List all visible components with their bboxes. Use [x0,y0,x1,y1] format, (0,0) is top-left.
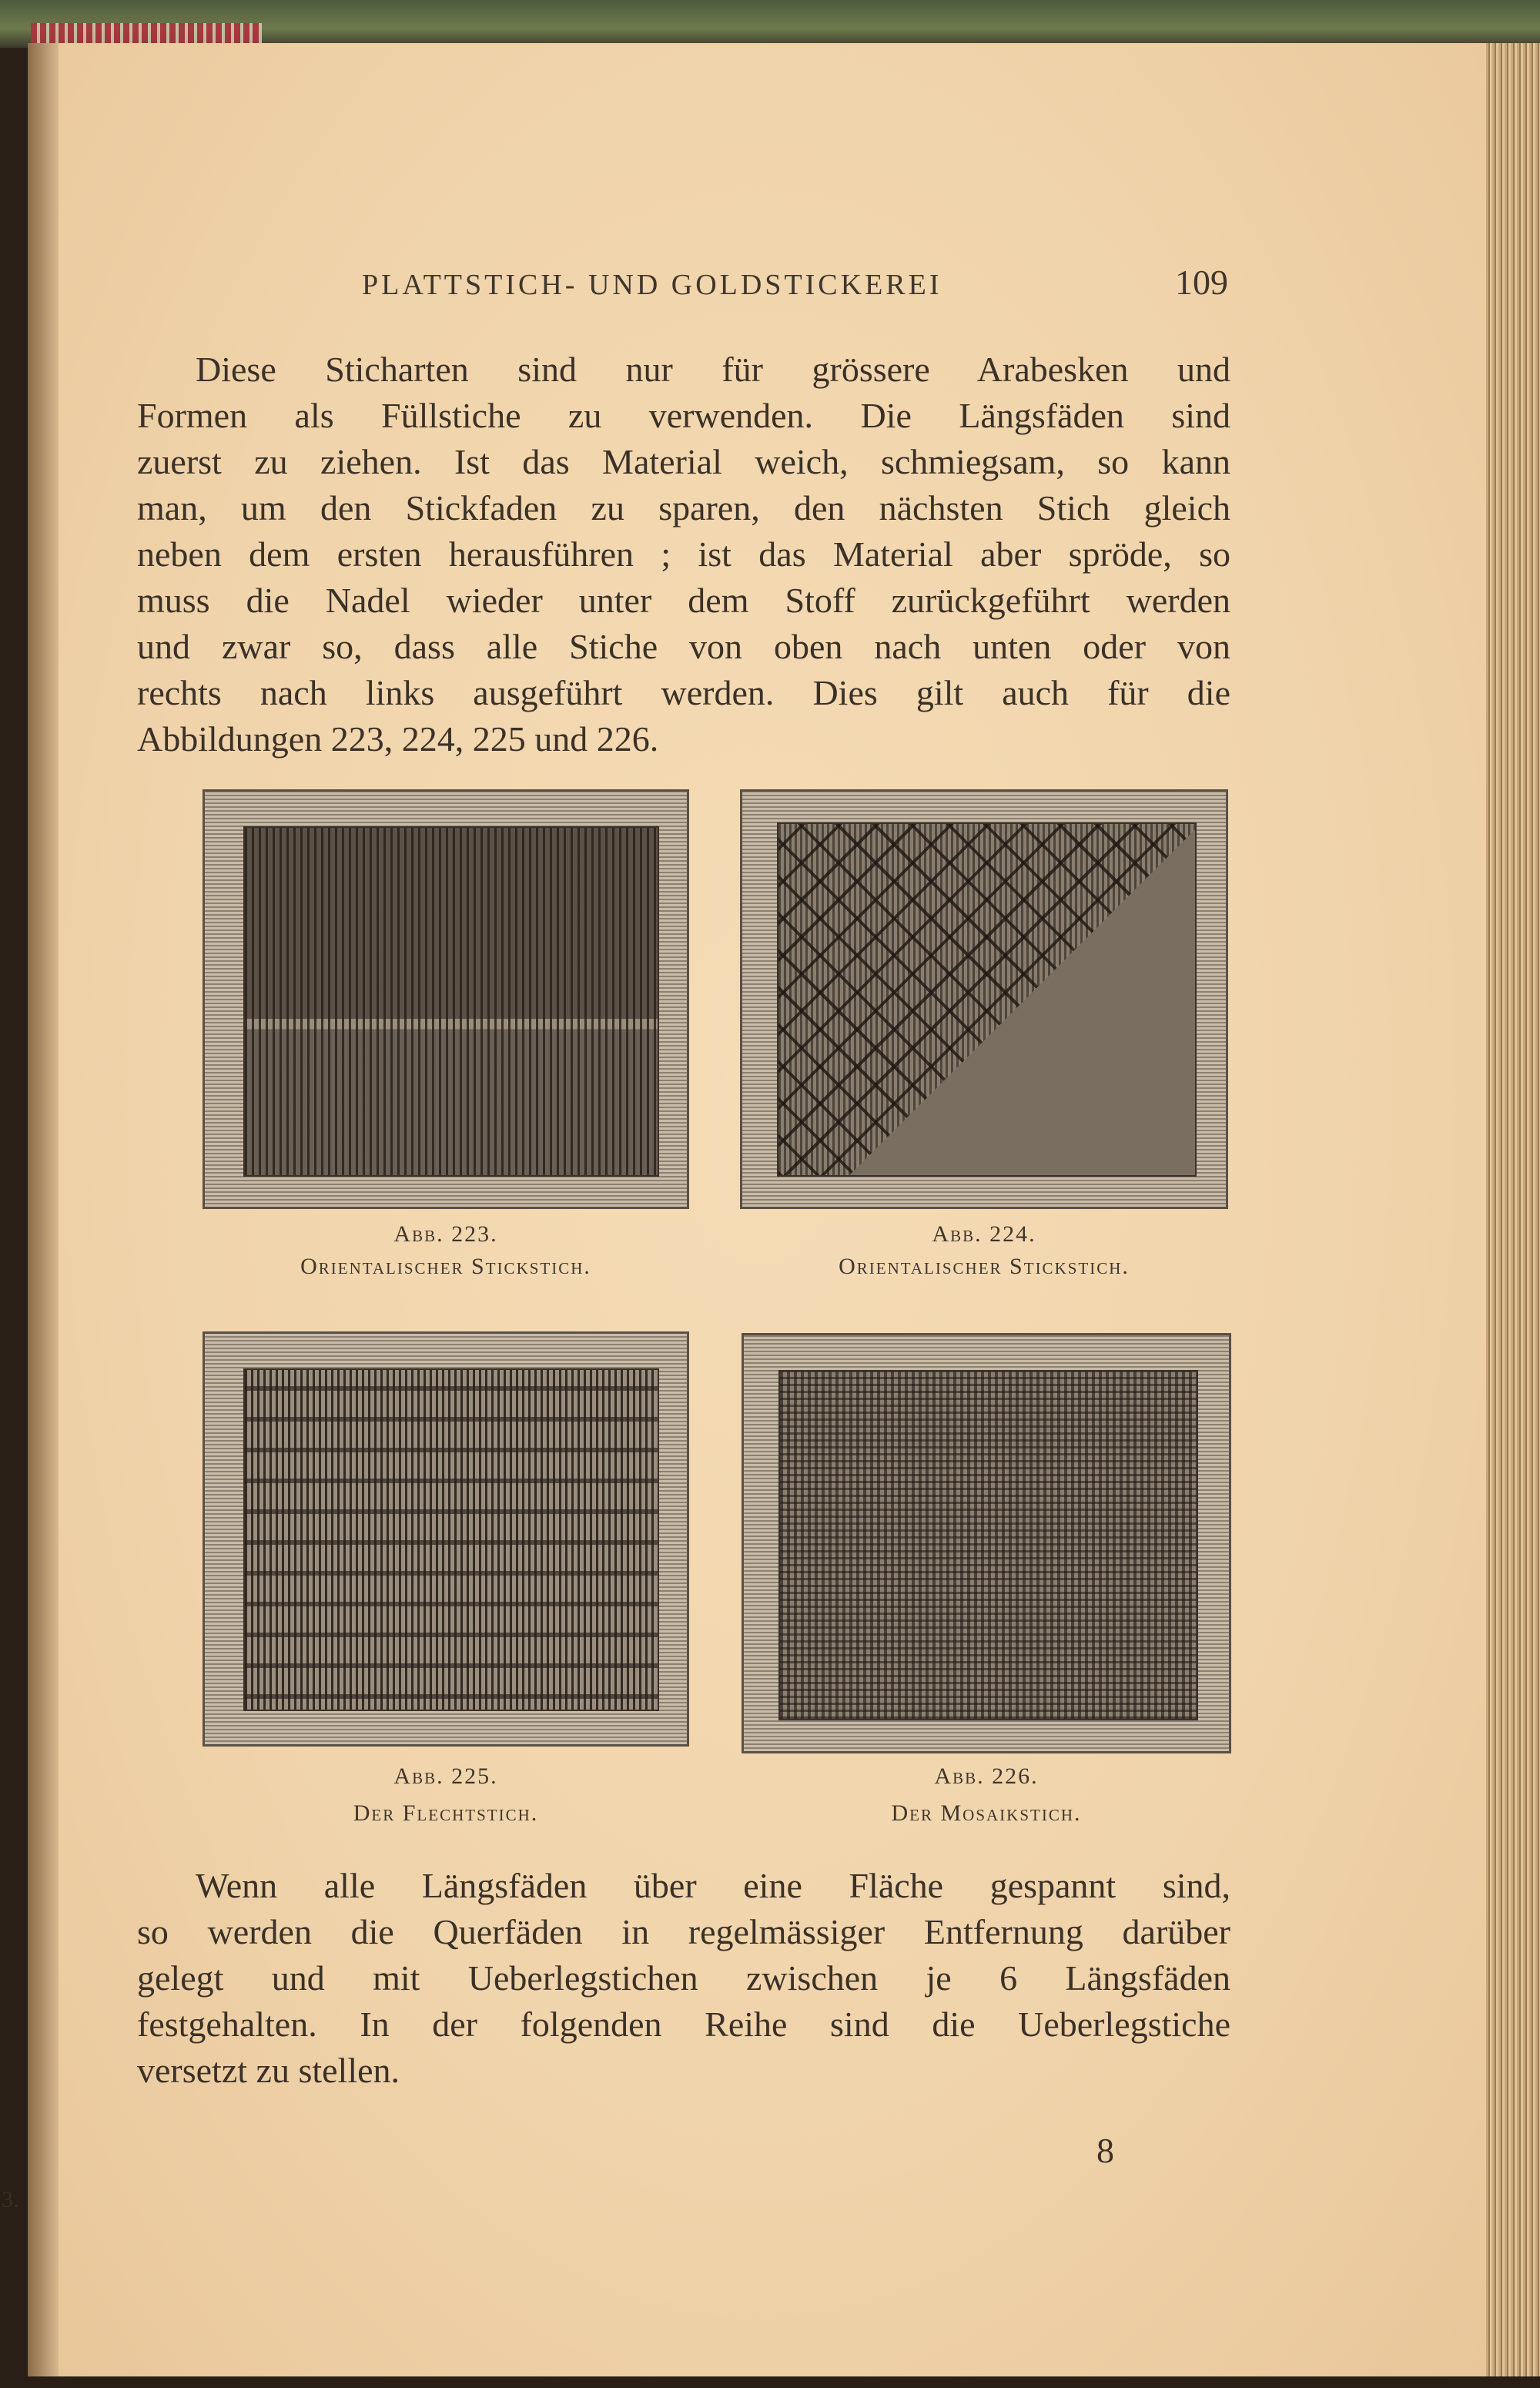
figure-224-illustration [740,789,1228,1209]
running-title: PLATTSTICH- UND GOLDSTICKEREI [362,269,942,301]
figure-223-illustration [203,789,689,1209]
figure-224-number: Abb. 224. [932,1221,1036,1247]
figure-225-caption: Der Flechtstich. [353,1800,539,1826]
text-line: und zwar so, dass alle Stiche von oben nach unten oder von [137,627,1230,666]
text-line: gelegt und mit Ueberlegstichen zwischen je 6 Längsfäden [137,1958,1230,1998]
text-line: rechts nach links ausgeführt werden. Dies gilt auch für die [137,673,1230,712]
figure-223-caption: Orientalischer Stickstich. [300,1254,591,1279]
margin-mark: 3. [2,2187,19,2212]
page-number: 109 [1175,263,1228,302]
text-line: Diese Sticharten sind nur für grössere Arabesken und [196,350,1230,389]
text-line: neben dem ersten herausführen ; ist das Material aber spröde, so [137,534,1230,574]
figure-226-number: Abb. 226. [934,1763,1039,1789]
text-line: Formen als Füllstiche zu verwenden. Die Längsfäden sind [137,396,1230,435]
figure-223-number: Abb. 223. [393,1221,498,1247]
figure-226-caption: Der Mosaikstich. [891,1800,1082,1826]
page-gutter [28,43,59,2376]
figure-224-caption: Orientalischer Stickstich. [839,1254,1130,1279]
figure-226-illustration [742,1333,1231,1753]
text-line: muss die Nadel wieder unter dem Stoff zurückgeführt werden [137,581,1230,620]
signature-mark: 8 [1096,2131,1114,2170]
bookmark-ribbon [31,23,262,45]
figure-225-illustration [203,1331,689,1747]
text-line: Wenn alle Längsfäden über eine Fläche gespannt sind, [196,1866,1230,1905]
text-line: versetzt zu stellen. [137,2051,400,2090]
text-line: so werden die Querfäden in regelmässiger Entfernung darüber [137,1912,1230,1951]
page-stack-edge [1486,43,1540,2376]
text-line: festgehalten. In der folgenden Reihe sind die Ueberlegstiche [137,2005,1230,2044]
text-line: Abbildungen 223, 224, 225 und 226. [137,719,659,759]
text-line: man, um den Stickfaden zu sparen, den nächsten Stich gleich [137,488,1230,528]
figure-225-number: Abb. 225. [393,1763,498,1789]
text-line: zuerst zu ziehen. Ist das Material weich, schmiegsam, so kann [137,442,1230,481]
